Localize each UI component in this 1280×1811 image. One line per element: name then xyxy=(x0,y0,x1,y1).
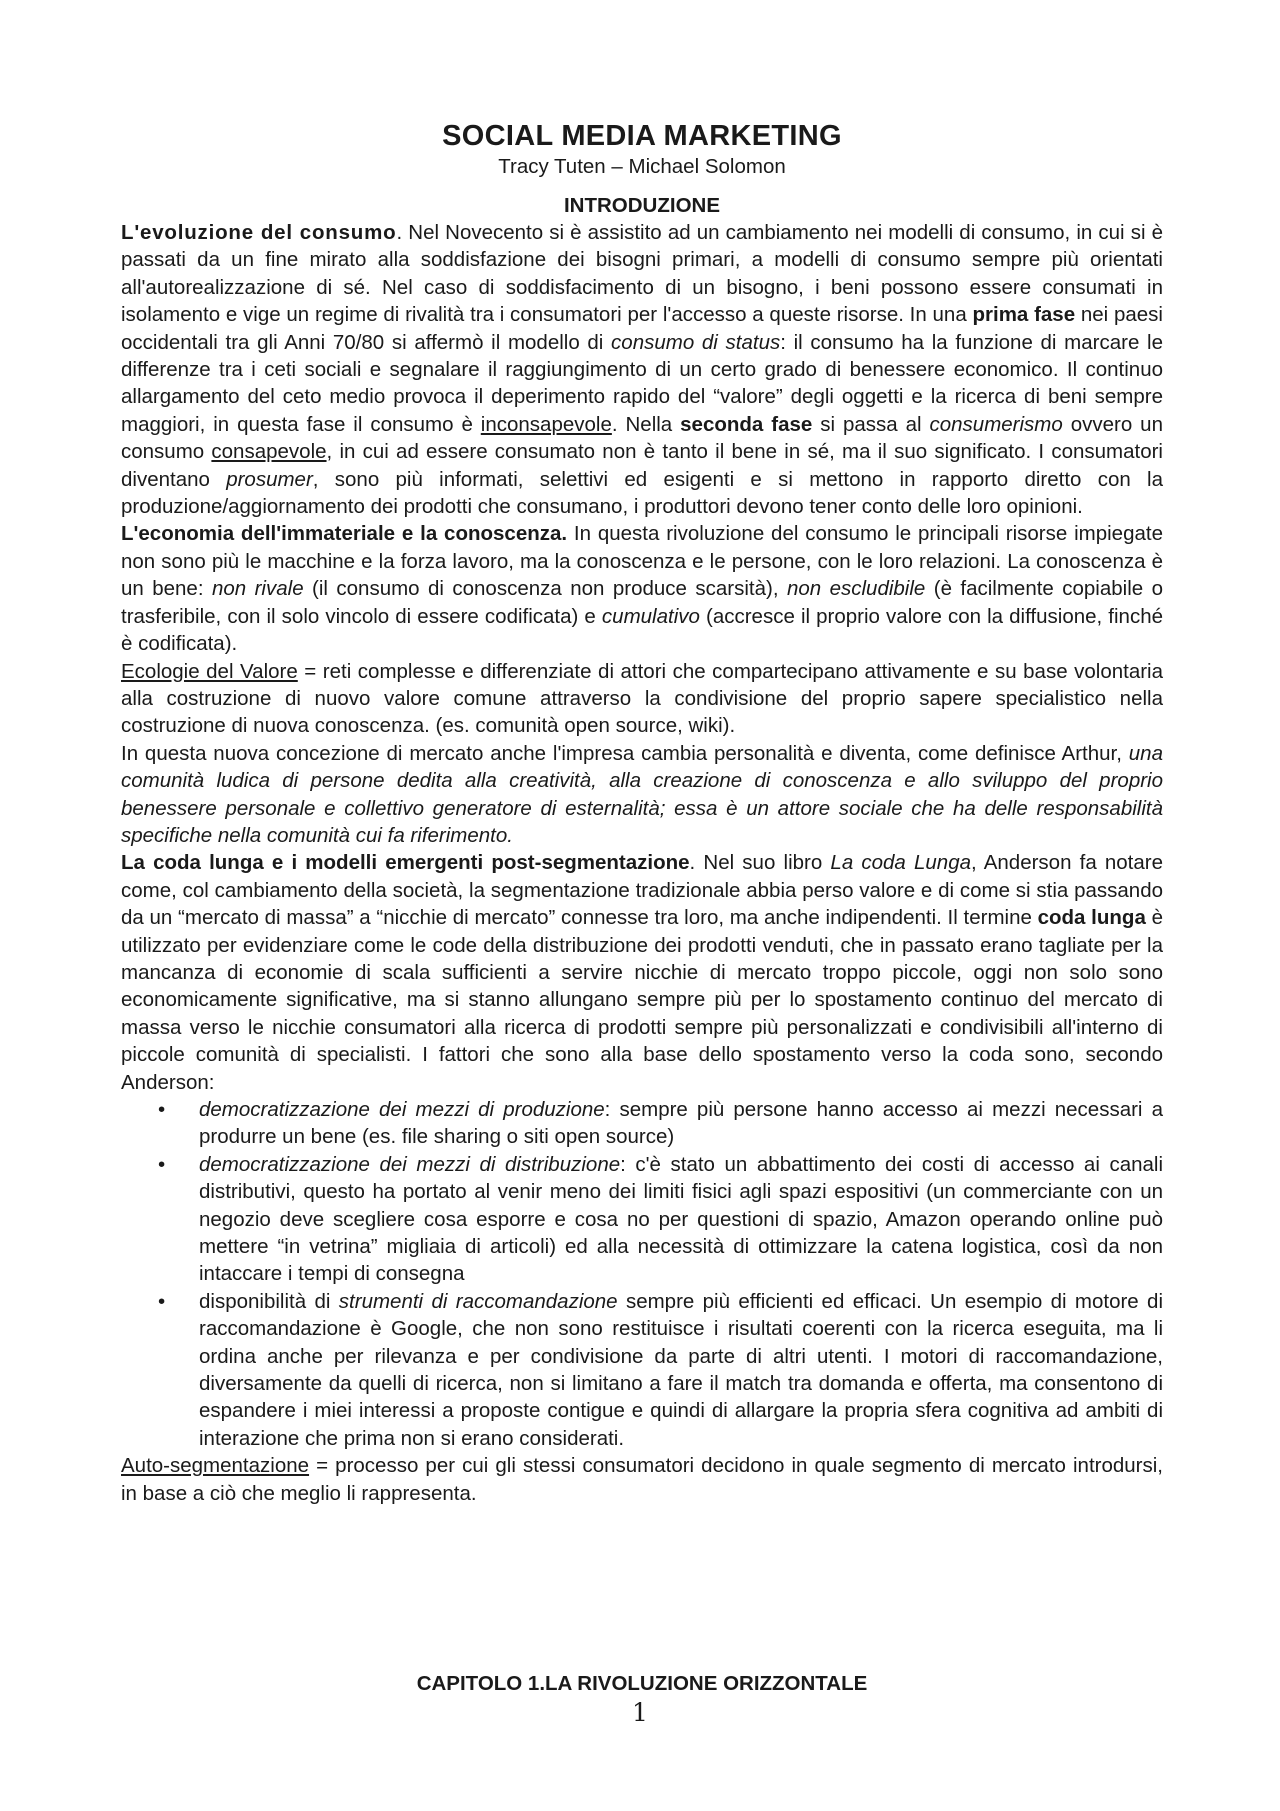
section-heading: INTRODUZIONE xyxy=(563,194,721,217)
paragraph-economia-immateriale: L'economia dell'immateriale e la conoscenza. In questa rivoluzione del consumo le principali risorse impiegate non sono più le macchine e la forza lavoro, ma la conoscenza e le persone, con le loro relazioni. La conoscenza è un bene: non rivale (il consumo di conoscenza non produce scarsità), non escludibile (è facilmente copiabile o trasferibile, con il solo vincolo di essere codificata) e cumulativo (accresce il proprio valore con la diffusione, finché è codificata). xyxy=(121,522,1164,656)
list-item: • democratizzazione dei mezzi di produzione: sempre più persone hanno accesso ai mezzi necessari a produrre un bene (es. file sharing o siti open source) xyxy=(199,1096,1163,1151)
list-item: • democratizzazione dei mezzi di distribuzione: c'è stato un abbattimento dei costi di accesso ai canali distributivi, questo ha portato al venir meno dei limiti fisici agli spazi espositivi (un commerciante con un negozio deve scegliere cosa esporre e cosa no per questioni di spazio, Amazon operando online può mettere “in vetrina” migliaia di articoli) ed alla necessità di ottimizzare la catena logistica, così da non intaccare i tempi di consegna xyxy=(199,1151,1163,1288)
term-definition: Auto-segmentazione xyxy=(121,1454,310,1478)
list-item: • disponibilità di strumenti di raccomandazione sempre più efficienti ed efficaci. Un esempio di motore di raccomandazione è Google, che non sono restituisce i risultati coerenti con la ricerca eseguita, ma li ordina anche per rilevanza e per condivisione da parte di altri utenti. I motori di raccomandazione, diversamente da quelli di ricerca, non si limitano a fare il match tra domanda e offerta, ma consentono di espandere i miei interessi a proposte contigue e quindi di allargare la propria sfera cognitiva ad ambiti di interazione che prima non si erano considerati. xyxy=(199,1288,1163,1452)
paragraph-lead: L'evoluzione del consumo xyxy=(121,221,397,244)
paragraph-ecologie-valore: Ecologie del Valore = reti complesse e differenziate di attori che compartecipano attivamente e su base volontaria alla costruzione di nuovo valore comune attraverso la condivisione del proprio sapere specialistico nella costruzione di nuova conoscenza. (es. comunità open source, wiki). xyxy=(121,659,1163,738)
paragraph-impresa: In questa nuova concezione di mercato anche l'impresa cambia personalità e diventa, come definisce Arthur, una comunità ludica di persone dedita alla creatività, alla creazione di conoscenza e allo sviluppo del proprio benessere personale e collettivo generatore di esternalità; essa è un attore sociale che ha delle responsabilità specifiche nella comunità cui fa riferimento. xyxy=(121,741,1163,847)
page-number: 1 xyxy=(632,1698,648,1727)
factors-list xyxy=(121,1096,1163,1452)
page-content xyxy=(121,118,1163,1507)
term-definition: Ecologie del Valore xyxy=(121,659,298,683)
document-authors: Tracy Tuten – Michael Solomon xyxy=(498,155,786,178)
paragraph-lead: La coda lunga e i modelli emergenti post-segmentazione xyxy=(121,851,690,875)
paragraph-coda-lunga: La coda lunga e i modelli emergenti post-segmentazione. Nel suo libro La coda Lunga, Anderson fa notare come, col cambiamento della società, la segmentazione tradizionale abbia perso valore e di come si stia passando da un “mercato di massa” a “nicchie di mercato” connesse tra loro, ma anche indipendenti. Il termine coda lunga è utilizzato per evidenziare come le code della distribuzione dei prodotti venduti, che in passato erano tagliate per la mancanza di economie di scala sufficienti a servire nicchie di mercato troppo piccole, oggi non solo sono economicamente significative, ma si stanno allungano sempre più per lo spostamento continuo del mercato di massa verso le nicchie consumatori alla ricerca di prodotti sempre più personalizzati e condivisibili all'interno di piccole comunità di specialisti. I fattori che sono alla base dello spostamento verso la coda sono, secondo Anderson: xyxy=(121,851,1164,1094)
chapter-heading: CAPITOLO 1.LA RIVOLUZIONE ORIZZONTALE xyxy=(416,1672,868,1695)
paragraph-auto-segmentazione: Auto-segmentazione = processo per cui gli stessi consumatori decidono in quale segmento di mercato introdursi, in base a ciò che meglio li rappresenta. xyxy=(121,1454,1163,1505)
quote-arthur: una comunità ludica di persone dedita alla creatività, alla creazione di conoscenza e allo sviluppo del proprio benessere personale e collettivo generatore di esternalità; essa è un attore sociale che ha delle responsabilità specifiche nella comunità cui fa riferimento. xyxy=(121,741,1163,847)
paragraph-evoluzione-consumo: L'evoluzione del consumo. Nel Novecento si è assistito ad un cambiamento nei modelli di consumo, in cui si è passati da un fine mirato alla soddisfazione dei bisogni primari, a modelli di consumo sempre più orientati all'autorealizzazione di sé. Nel caso di soddisfacimento di un bisogno, i beni possono essere consumati in isolamento e vige un regime di rivalità tra i consumatori per l'accesso a queste risorse. In una prima fase nei paesi occidentali tra gli Anni 70/80 si affermò il modello di consumo di status: il consumo ha la funzione di marcare le differenze tra i ceti sociali e segnalare il raggiungimento di un certo grado di benessere economico. Il continuo allargamento del ceto medio provoca il deperimento rapido del “valore” degli oggetti e la ricerca di beni sempre maggiori, in questa fase il consumo è inconsapevole. Nella seconda fase si passa al consumerismo ovvero un consumo consapevole, in cui ad essere consumato non è tanto il bene in sé, ma il suo significato. I consumatori diventano prosumer, sono più informati, selettivi ed esigenti e si mettono in rapporto diretto con la produzione/aggiornamento dei prodotti che consumano, i produttori devono tener conto delle loro opinioni. xyxy=(121,221,1164,519)
document-title: SOCIAL MEDIA MARKETING xyxy=(442,120,842,152)
paragraph-lead: L'economia dell'immateriale e la conoscenza. xyxy=(121,522,568,546)
